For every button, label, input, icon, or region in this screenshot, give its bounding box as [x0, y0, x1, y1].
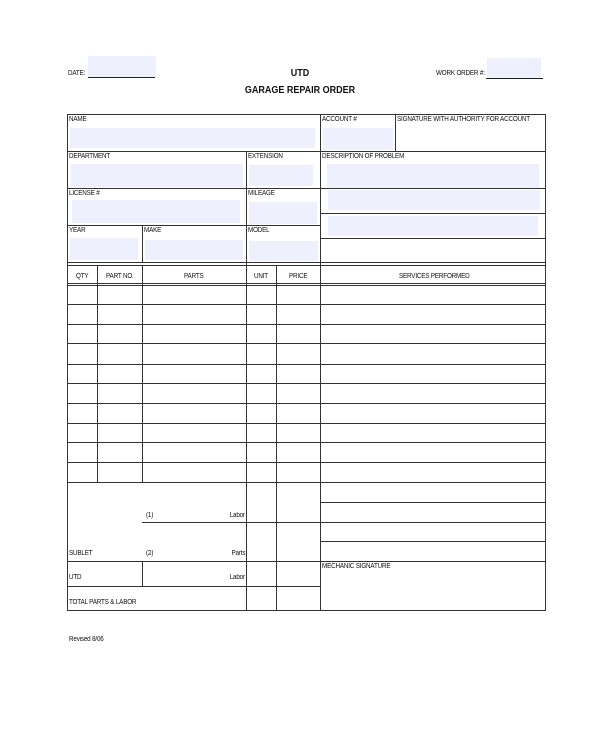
work-order-underline	[486, 78, 543, 79]
work-order-label: WORK ORDER #:	[436, 70, 485, 77]
labor-line	[142, 522, 546, 523]
license-input[interactable]	[72, 200, 240, 223]
col-price: PRICE	[289, 273, 308, 280]
year-input[interactable]	[70, 238, 138, 260]
divider	[320, 238, 546, 239]
divider	[67, 262, 546, 263]
divider	[142, 265, 143, 482]
col-unit: UNIT	[254, 273, 268, 280]
date-label: DATE:	[68, 70, 86, 77]
description-input-2[interactable]	[328, 190, 540, 210]
department-input[interactable]	[71, 164, 243, 187]
mileage-input[interactable]	[249, 202, 317, 224]
col-qty: QTY	[76, 273, 89, 280]
divider	[142, 561, 143, 586]
signature-authority-label: SIGNATURE WITH AUTHORITY FOR ACCOUNT	[397, 116, 530, 123]
col-part-no: PART NO.	[106, 273, 134, 280]
table-row-line	[67, 442, 546, 443]
divider	[67, 225, 321, 226]
description-label: DESCRIPTION OF PROBLEM	[322, 153, 405, 160]
year-label: YEAR	[69, 227, 86, 234]
divider	[320, 213, 546, 214]
parts-2-number: (2)	[146, 550, 154, 557]
divider	[276, 265, 277, 611]
services-line	[320, 541, 546, 542]
account-label: ACCOUNT #	[322, 116, 357, 123]
col-services: SERVICES PERFORMED	[399, 273, 470, 280]
model-input[interactable]	[249, 241, 318, 261]
license-label: LICENSE #	[69, 190, 100, 197]
divider	[67, 265, 546, 266]
model-label: MODEL	[248, 227, 270, 234]
divider	[320, 114, 321, 611]
table-row-line	[67, 364, 546, 365]
work-order-input[interactable]	[487, 58, 541, 78]
department-label: DEPARTMENT	[69, 153, 111, 160]
divider	[67, 561, 546, 562]
table-row-line	[67, 383, 546, 384]
border	[67, 114, 68, 611]
header-divider	[67, 285, 546, 286]
table-row-line	[67, 423, 546, 424]
extension-label: EXTENSION	[248, 153, 283, 160]
org-name: UTD	[290, 68, 310, 79]
border	[67, 610, 546, 611]
services-line	[320, 502, 546, 503]
table-row-line	[67, 304, 546, 305]
divider	[67, 586, 321, 587]
description-input-1[interactable]	[327, 164, 539, 188]
extension-input[interactable]	[249, 165, 313, 186]
utd-label: UTD	[69, 574, 82, 581]
col-parts: PARTS	[184, 273, 204, 280]
name-input[interactable]	[70, 128, 315, 148]
name-label: NAME	[69, 116, 87, 123]
account-input[interactable]	[323, 128, 393, 150]
description-input-3[interactable]	[328, 216, 538, 236]
form-title: GARAGE REPAIR ORDER	[244, 85, 356, 96]
table-row-line	[67, 343, 546, 344]
mileage-label: MILEAGE	[248, 190, 275, 197]
table-row-line	[67, 324, 546, 325]
make-input[interactable]	[145, 240, 243, 260]
divider	[67, 151, 546, 152]
labor-1-label: Labor	[229, 512, 245, 519]
table-row-line	[67, 462, 546, 463]
divider	[246, 151, 247, 611]
total-label: TOTAL PARTS & LABOR	[69, 599, 137, 606]
table-row-line	[67, 403, 546, 404]
mechanic-signature-label: MECHANIC SIGNATURE	[322, 563, 391, 570]
labor-1-number: (1)	[146, 512, 154, 519]
make-label: MAKE	[144, 227, 162, 234]
border	[545, 114, 546, 611]
parts-label: Parts	[231, 550, 245, 557]
revised-note: Revised 8/06	[69, 636, 104, 643]
table-row-line	[67, 482, 546, 483]
divider	[97, 265, 98, 482]
labor-2-label: Labor	[229, 574, 245, 581]
sublet-label: SUBLET	[69, 550, 93, 557]
